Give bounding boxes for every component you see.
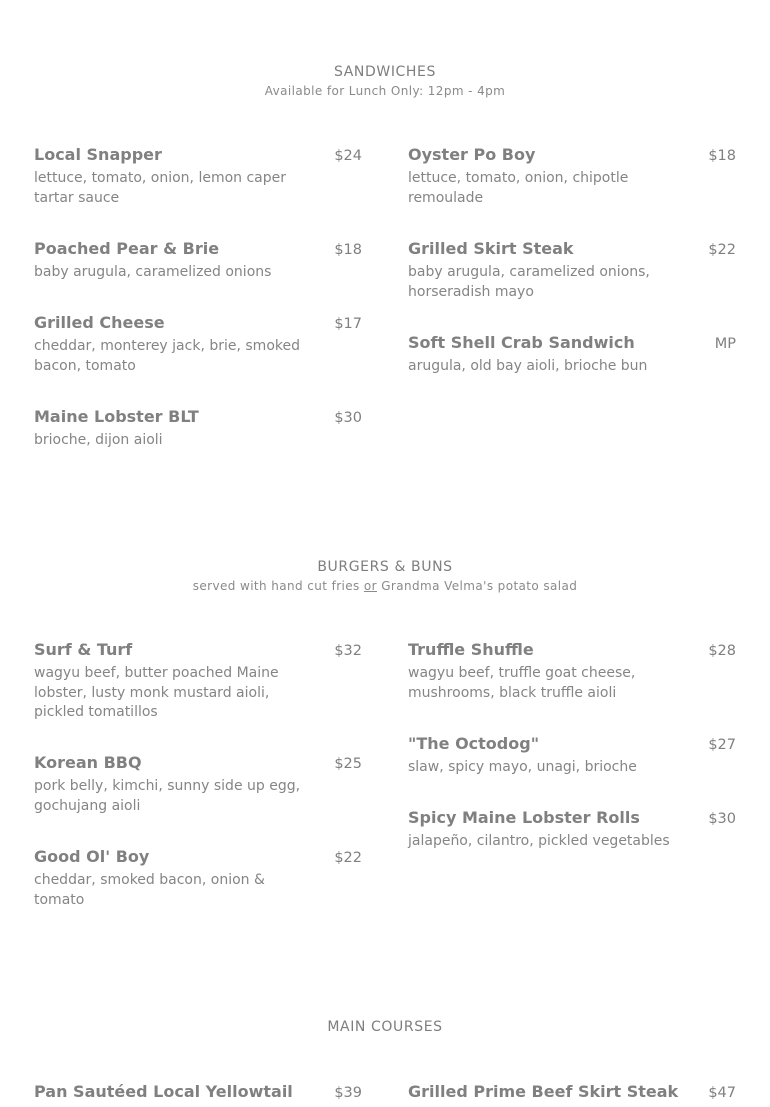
subtitle-or: or	[363, 579, 377, 593]
item-price: $39	[334, 1085, 362, 1101]
item-name: Korean BBQ	[34, 753, 142, 772]
item-price: $22	[334, 850, 362, 866]
item-description: jalapeño, cilantro, pickled vegetables	[408, 833, 670, 849]
item-description: brioche, dijon aioli	[34, 432, 163, 448]
item-price: $28	[708, 643, 736, 659]
item-description: arugula, old bay aioli, brioche bun	[408, 358, 648, 374]
item-description: lettuce, tomato, onion, chipotle remoulade	[408, 170, 629, 206]
item-price: $30	[708, 811, 736, 827]
item-price: MP	[714, 336, 736, 352]
item-price: $27	[708, 737, 736, 753]
menu-item-grilled-cheese	[34, 313, 362, 376]
item-description: baby arugula, caramelized onions	[34, 264, 272, 280]
item-description: cheddar, smoked bacon, onion & tomato	[34, 872, 265, 908]
item-name: Oyster Po Boy	[408, 145, 536, 164]
item-name: Good Ol' Boy	[34, 847, 150, 866]
item-name: "The Octodog"	[408, 734, 540, 753]
section-header-sandwiches	[0, 63, 770, 99]
menu-item-surf-turf	[34, 640, 362, 723]
menu-item-soft-shell-crab-sandwich	[408, 333, 736, 377]
item-price: $47	[708, 1085, 736, 1101]
menu-item-grilled-prime-beef-skirt-steak	[408, 1082, 736, 1103]
item-price: $25	[334, 756, 362, 772]
item-price: $32	[334, 643, 362, 659]
menu-item-grilled-skirt-steak	[408, 239, 736, 302]
menu-item-maine-lobster-blt	[34, 407, 362, 451]
item-price: $17	[334, 316, 362, 332]
item-price: $18	[708, 148, 736, 164]
item-description: lettuce, tomato, onion, lemon caper tartar sauce	[34, 170, 287, 206]
item-name: Soft Shell Crab Sandwich	[408, 333, 635, 352]
item-description: cheddar, monterey jack, brie, smoked bacon, tomato	[34, 338, 300, 374]
subtitle-text: served with hand cut fries	[192, 579, 364, 593]
menu-item-truffle-shuffle	[408, 640, 736, 703]
item-name: Spicy Maine Lobster Rolls	[408, 808, 640, 827]
section-header-burgers-buns	[0, 558, 770, 594]
item-name: Poached Pear & Brie	[34, 239, 220, 258]
item-price: $22	[708, 242, 736, 258]
menu-item-oyster-po-boy	[408, 145, 736, 208]
item-description: wagyu beef, butter poached Maine lobster, lusty monk mustard aioli, pickled tomatillos	[34, 665, 279, 720]
section-header-main-courses	[0, 1018, 770, 1036]
item-description: baby arugula, caramelized onions, horseradish mayo	[408, 264, 650, 300]
menu-item-poached-pear-brie	[34, 239, 362, 283]
item-name: Grilled Skirt Steak	[408, 239, 574, 258]
item-name: Pan Sautéed Local Yellowtail	[34, 1082, 293, 1101]
item-price: $24	[334, 148, 362, 164]
item-description: wagyu beef, truffle goat cheese, mushrooms, black truffle aioli	[408, 665, 636, 701]
section-title: MAIN COURSES	[327, 1019, 443, 1035]
item-name: Local Snapper	[34, 145, 162, 164]
menu-item-pan-sauteed-yellowtail	[34, 1082, 362, 1103]
menu-item-spicy-maine-lobster-rolls	[408, 808, 736, 852]
item-price: $30	[334, 410, 362, 426]
section-title: BURGERS & BUNS	[317, 559, 453, 575]
item-name: Surf & Turf	[34, 640, 133, 659]
subtitle-text: Grandma Velma's potato salad	[377, 579, 578, 593]
menu-item-good-ol-boy	[34, 847, 362, 910]
item-description: pork belly, kimchi, sunny side up egg, gochujang aioli	[34, 778, 301, 814]
item-name: Grilled Cheese	[34, 313, 165, 332]
menu-item-the-octodog	[408, 734, 736, 778]
section-subtitle	[0, 578, 770, 594]
item-price: $18	[334, 242, 362, 258]
section-subtitle: Available for Lunch Only: 12pm - 4pm	[264, 84, 506, 98]
menu-item-local-snapper	[34, 145, 362, 208]
menu-item-korean-bbq	[34, 753, 362, 816]
section-title: SANDWICHES	[334, 64, 436, 80]
item-description: slaw, spicy mayo, unagi, brioche	[408, 759, 637, 775]
item-name: Maine Lobster BLT	[34, 407, 199, 426]
item-name: Truffle Shuffle	[408, 640, 534, 659]
item-name: Grilled Prime Beef Skirt Steak	[408, 1082, 679, 1101]
